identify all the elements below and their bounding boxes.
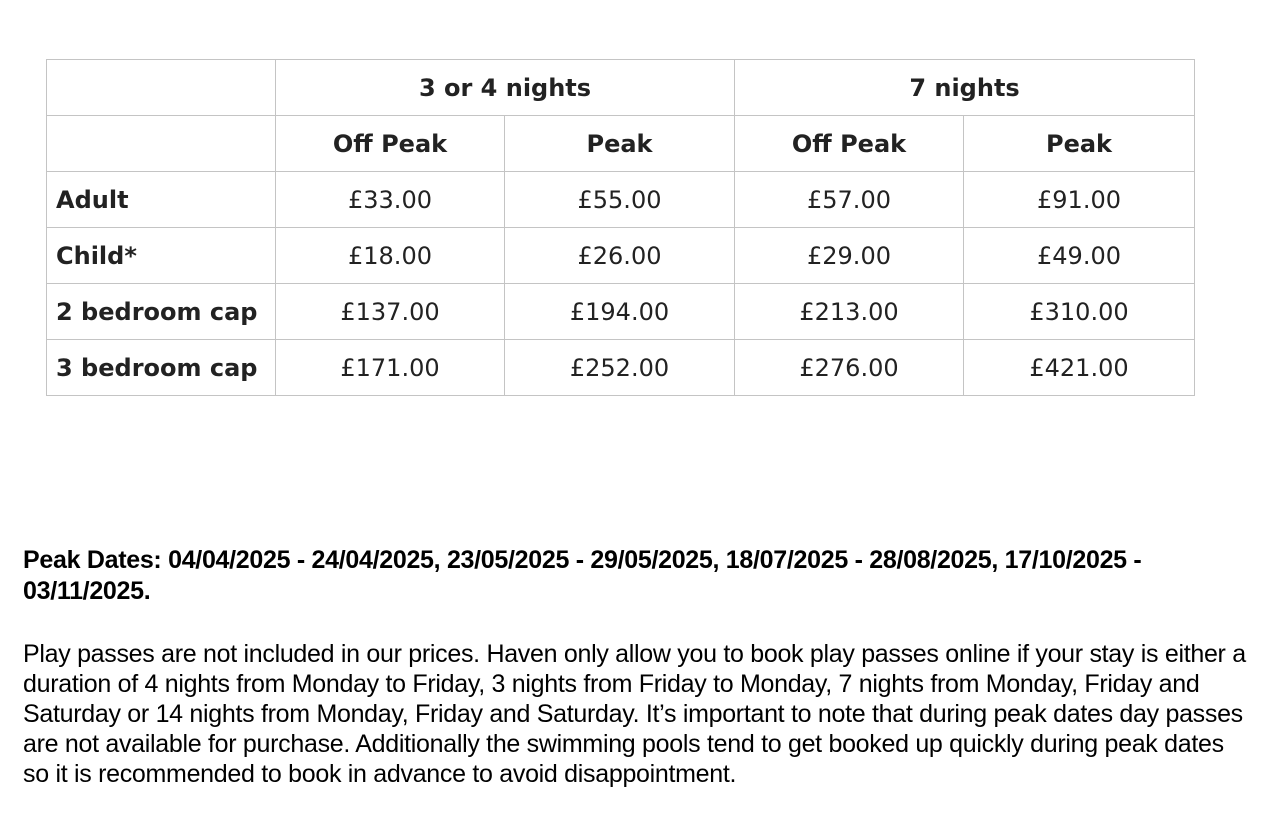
pricing-table: [46, 59, 1195, 396]
subheader-peak: Peak: [964, 116, 1195, 172]
row-label-child: Child*: [47, 228, 276, 284]
table-corner-cell: [47, 60, 276, 116]
row-label-adult: Adult: [47, 172, 276, 228]
price-cell: £276.00: [735, 340, 964, 396]
price-cell: £29.00: [735, 228, 964, 284]
table-header-row: [47, 60, 1195, 116]
subheader-off-peak: Off Peak: [276, 116, 505, 172]
table-subheader-row: [47, 116, 1195, 172]
price-cell: £55.00: [505, 172, 735, 228]
price-cell: £33.00: [276, 172, 505, 228]
peak-dates-text: Peak Dates: 04/04/2025 - 24/04/2025, 23/05/2025 - 29/05/2025, 18/07/2025 - 28/08/2025, 17/10/2025 - 03/11/2025.: [23, 546, 1142, 605]
row-label-3-bedroom-cap: 3 bedroom cap: [47, 340, 276, 396]
subheader-off-peak: Off Peak: [735, 116, 964, 172]
price-cell: £49.00: [964, 228, 1195, 284]
price-cell: £91.00: [964, 172, 1195, 228]
price-cell: £252.00: [505, 340, 735, 396]
price-cell: £194.00: [505, 284, 735, 340]
table-row: [47, 172, 1195, 228]
group-header-7-nights: 7 nights: [735, 60, 1195, 116]
price-cell: £57.00: [735, 172, 964, 228]
row-label-2-bedroom-cap: 2 bedroom cap: [47, 284, 276, 340]
group-header-3-or-4-nights: 3 or 4 nights: [276, 60, 735, 116]
table-row: [47, 340, 1195, 396]
price-cell: £310.00: [964, 284, 1195, 340]
price-cell: £18.00: [276, 228, 505, 284]
play-passes-paragraph: Play passes are not included in our prices. Haven only allow you to book play passes online if your stay is either a duration of 4 nights from Monday to Friday, 3 nights from Friday to Monday, 7 nights from Monday, Friday and Saturday or 14 nights from Monday, Friday and Saturday. It’s important to note that during peak dates day passes are not available for purchase. Additionally the swimming pools tend to get booked up quickly during peak dates so it is recommended to book in advance to avoid disappointment.: [23, 640, 1246, 788]
table-row: [47, 228, 1195, 284]
subheader-peak: Peak: [505, 116, 735, 172]
price-cell: £421.00: [964, 340, 1195, 396]
table-corner-cell: [47, 116, 276, 172]
price-cell: £171.00: [276, 340, 505, 396]
price-cell: £26.00: [505, 228, 735, 284]
table-row: [47, 284, 1195, 340]
price-cell: £213.00: [735, 284, 964, 340]
price-cell: £137.00: [276, 284, 505, 340]
